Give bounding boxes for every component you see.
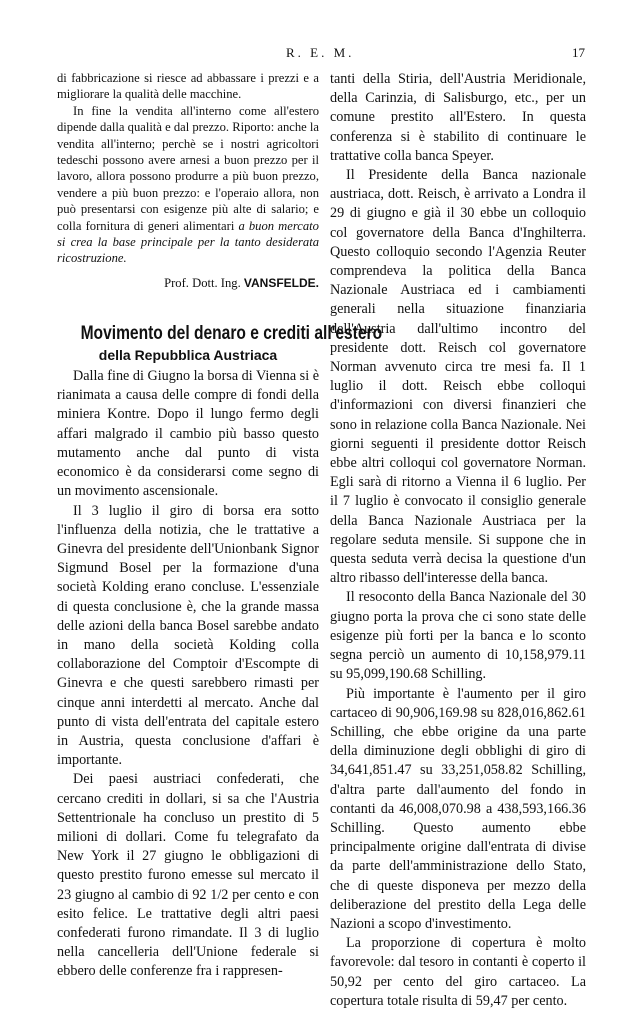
article-signature — [57, 274, 319, 293]
paragraph-reisch-london: Il Presidente della Banca nazionale austriaca, dott. Reisch, è arrivato a Londra il 29 di giugno e già il 30 ebbe un colloquio col governatore della Banca d'Inghilterra. Questo colloquio secondo l'Agenzia Reuter comprendeva la politica della Banca Nazionale Austriaca ed i cambiamenti generali nella situazione finanziaria dell'Austria dall'ultimo incontro del presidente dott. Reisch col governatore Norman avvenuto circa tre mesi fa. Il 1 luglio il dott. Reisch ebbe colloqui d'informazioni con diversi finanzieri che sono in relazione colla Banca Nazionale. Nei giorni seguenti il presidente dottor Reisch ebbe altri colloqui col governatore Norman. Egli sarà di ritorno a Vienna il 6 luglio. Per il 7 luglio è convocato il consiglio generale della Banca Nazionale Austriaca per la regolare seduta mensile. Si suppone che in questa seduta verrà decisa la questione d'un altro ribasso dell'interesse della banca. — [330, 167, 586, 587]
paragraph-dollar-credits: Dei paesi austriaci confederati, che cercano crediti in dollari, si sa che l'Austria Settentrionale ha concluso un prestito di 5 milioni di dollari. Come fu telegrafato da New York il 27 giugno le obbligazioni di questo prestito furono emesse sul mercato il 23 giugno al cambio di 92 1/2 per cento e con esito felice. Le trattative degli altri paesi confederati furono rimandate. Il 3 di luglio nella cancelleria dell'Unione federale si ebbero delle conferenze fra i rappresen- — [57, 771, 319, 980]
page-number: 17 — [572, 45, 585, 60]
running-title: R. E. M. — [286, 45, 355, 60]
section-title: Movimento del denaro e crediti all'estero — [80, 323, 383, 345]
section-subtitle: della Repubblica Austriaca — [98, 347, 278, 364]
left-column — [57, 70, 383, 982]
paragraph-coverage-ratio: La proporzione di copertura è molto favorevole: dal tesoro in contanti è coperto il 50,92 per cento del giro cartaceo. La copertura totale risulta di 59,47 per cento. — [330, 935, 586, 1009]
signature-name: VANSFELDE. — [243, 275, 319, 290]
signature-label: Prof. Dott. Ing. — [164, 275, 241, 290]
right-column — [330, 70, 586, 1011]
closing-paragraph-text: In fine la vendita all'interno come all'estero dipende dalla qualità e dal prezzo. Riporto: anche la vendita all'interno; perchè se i nostri agricoltori tedeschi possono avere arnesi a buon prezzo per il lavoro, allora possono produrre a più buon prezzo, vendere a più buon prezzo: e l'operaio allora, non può presentarsi con esigenze più alte di salario; e colla fornitura di generi alimentari — [57, 103, 319, 233]
paragraph-bosel-kolding: Il 3 luglio il giro di borsa era sotto l'influenza della notizia, che le trattative a Ginevra del presidente dell'Unionbank Signor Sigmund Bosel per la formazione d'una società Kolding erano concluse. L'essenziale di questa conclusione è, che la grande massa delle azioni della banca Bosel sarebbe andato in mano della società Kolding colla collaborazione del Comptoir d'Escompte di Ginevra e che questi sarebbero rimasti per cinque anni interdetti al mercato. Anche dal punto di vista dell'entrata del capitale estero in Austria, questa conclusione d'affari è importante. — [57, 502, 319, 769]
paragraph-continuation: tanti della Stiria, dell'Austria Meridionale, della Carinzia, di Salisburgo, etc., per un comune prestito all'Estero. In questa conferenza si è stabilito di continuare le trattative colla banca Speyer. — [330, 71, 586, 164]
continued-paragraph: di fabbricazione si riesce ad abbassare i prezzi e a migliorare la qualità delle macchine. — [57, 71, 319, 102]
closing-paragraph-italic: a buon mercato si crea la base principale per la tanto desiderata ricostruzione. — [57, 218, 319, 266]
article-closing-paragraph — [57, 103, 319, 267]
paragraph-bank-report: Il resoconto della Banca Nazionale del 30 giugno porta la prova che ci sono state delle esigenze più forti per la banca e lo sconto segna perciò un aumento di 10,158,979.11 su 95,099,190.68 Schilling. — [330, 589, 586, 683]
paragraph-paper-giro: Più importante è l'aumento per il giro cartaceo di 90,906,169.98 su 828,016,862.61 Schilling, che ebbe origine da una parte della diminuzione degli obblighi di giro di 34,641,851.47 su 33,251,058.82 Schilling, d'altra parte dall'aumento del fondo in contanti da 46,008,070.98 a 438,593,166.36 Schilling. Questo aumento ebbe principalmente origine dall'entrata di divise da parte dell'amministrazione dello Stato, che di queste disponeva per mezzo della deliberazione del prestito della Lega delle Nazioni a scopo d'investimento. — [330, 685, 586, 932]
paragraph-vienna-bourse: Dalla fine di Giugno la borsa di Vienna si è rianimata a causa delle compre di fondi della miniera Kontre. Dopo il lungo fermo degli affari malgrado il cambio più basso questo mutamento anche dal punto di vista economico è da considerarsi come segno di un movimento ascensionale. — [57, 368, 319, 500]
